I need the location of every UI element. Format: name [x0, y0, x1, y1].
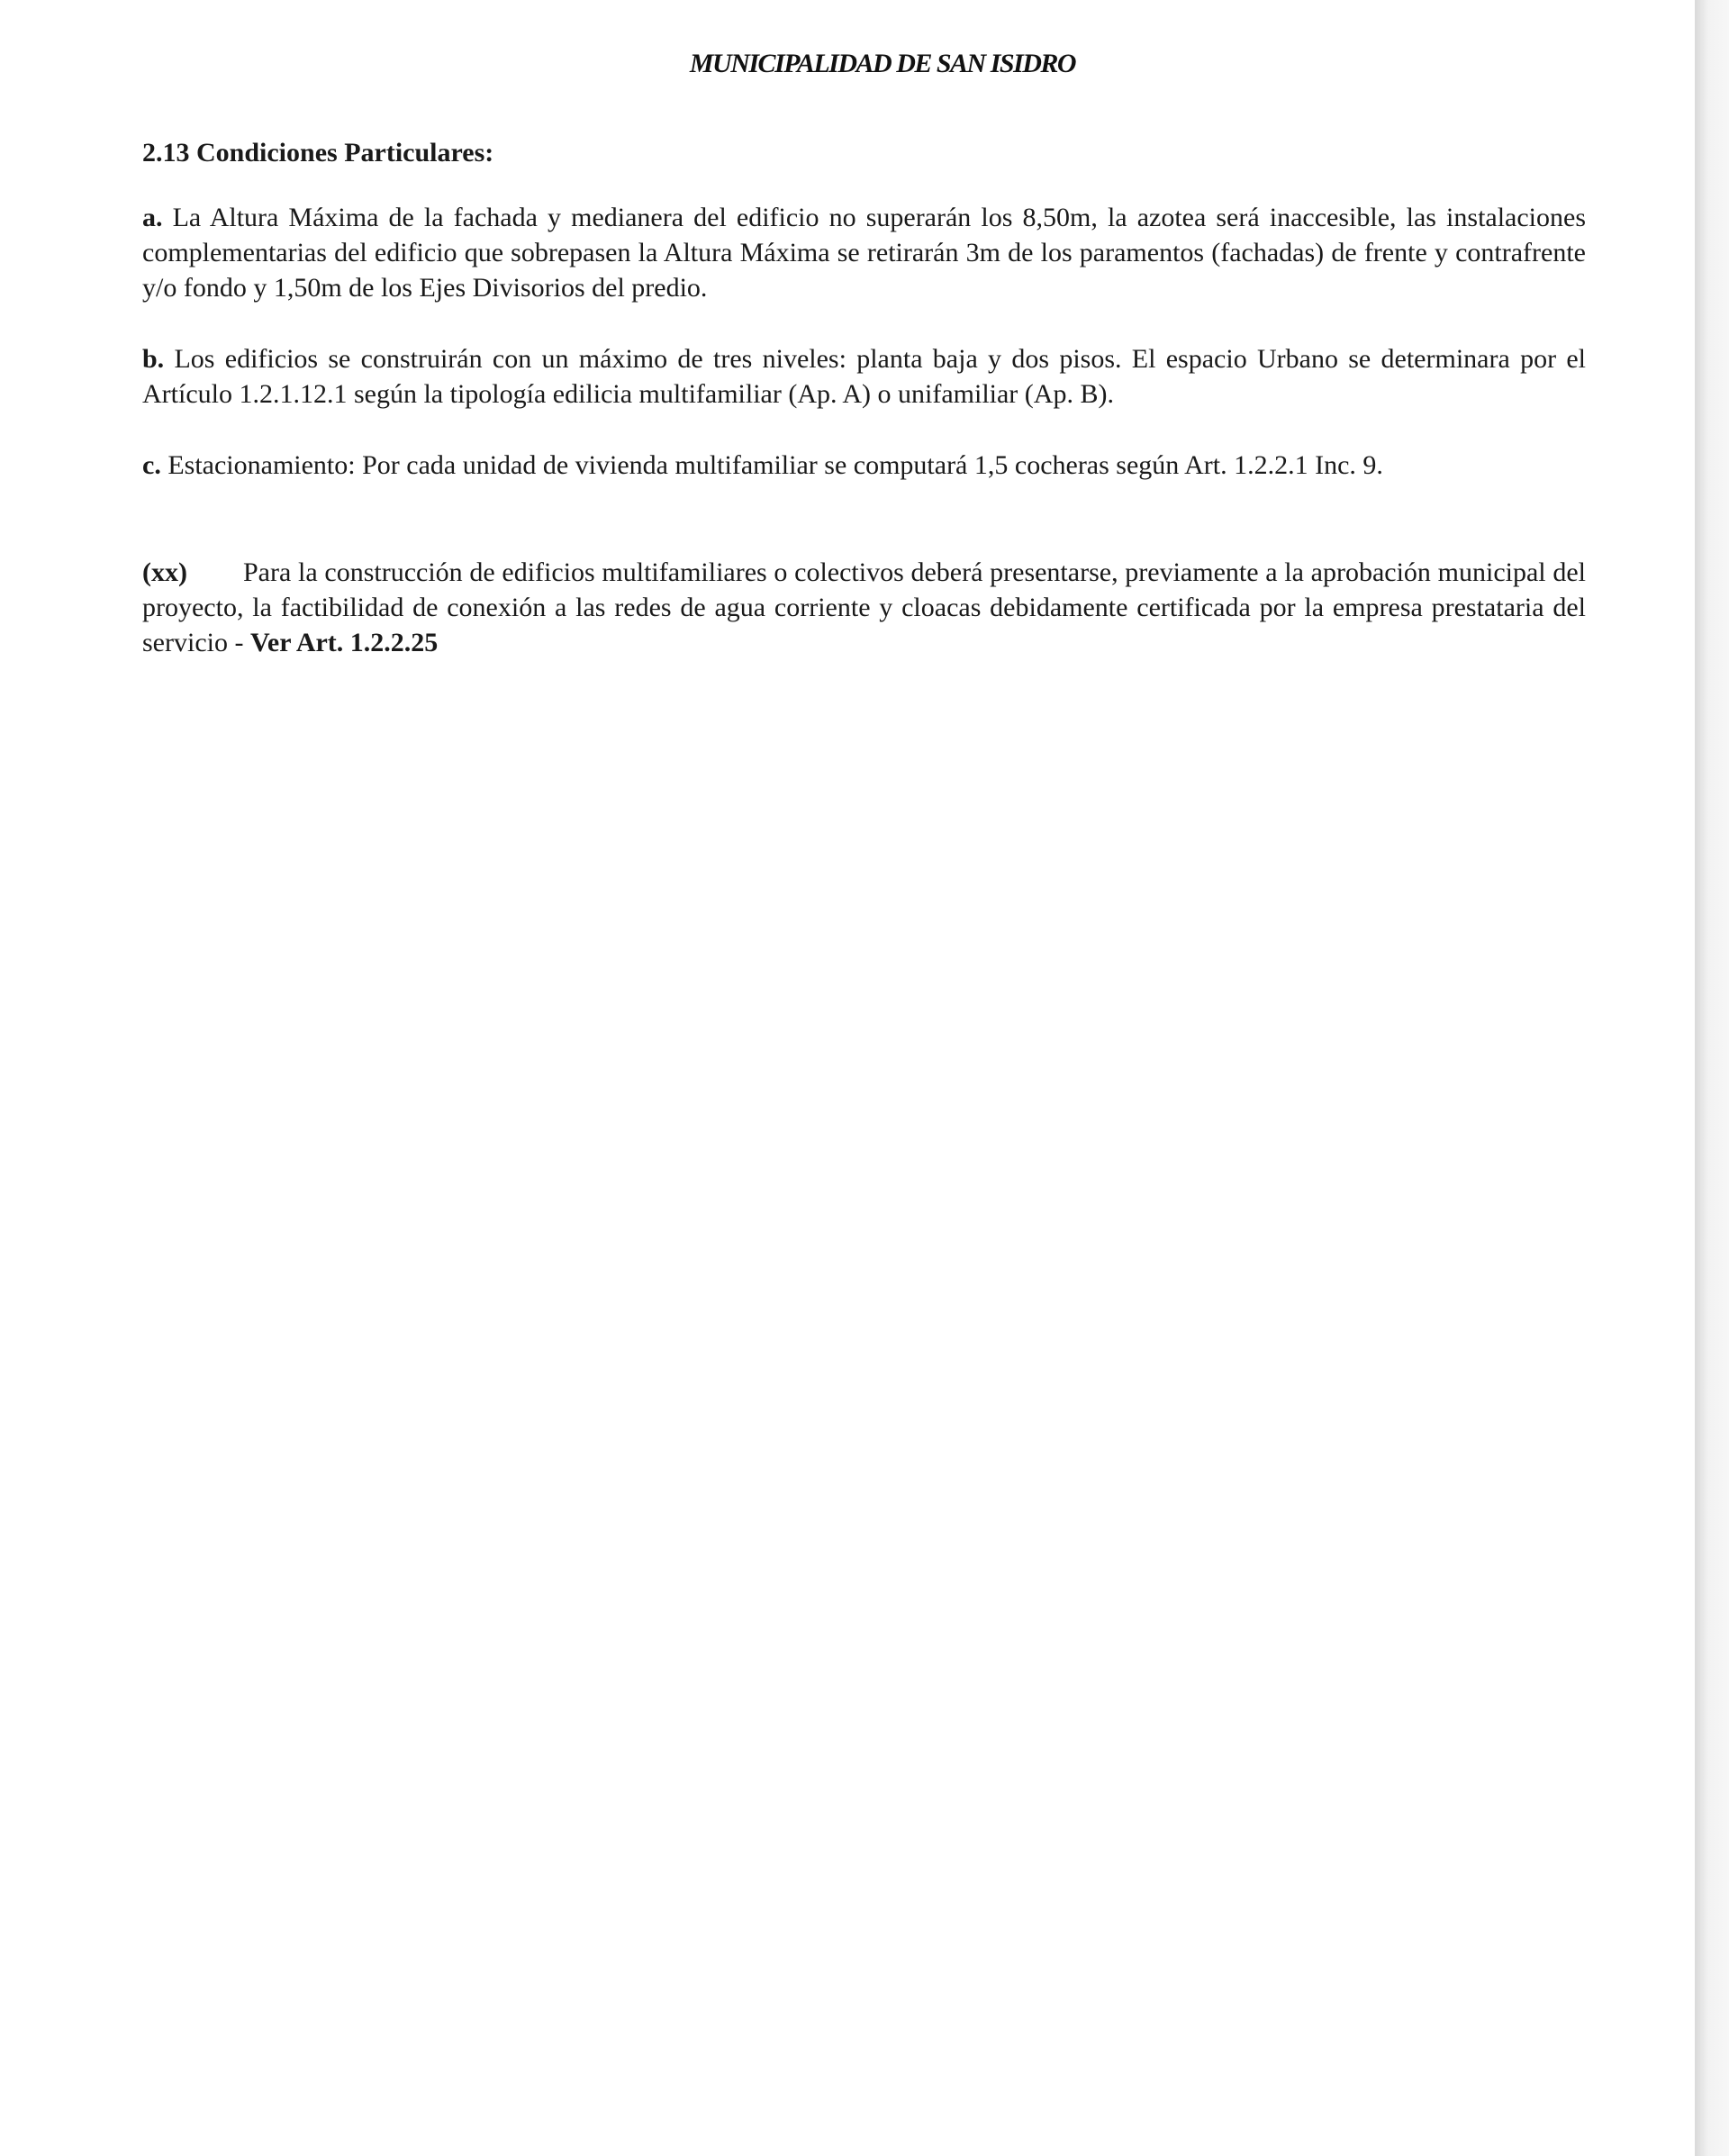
footnote-xx [142, 555, 1586, 660]
condition-item-b [142, 341, 1586, 412]
viewer-gutter [1695, 0, 1729, 2156]
item-marker: b. [142, 344, 165, 374]
item-text: La Altura Máxima de la fachada y medianera del edificio no superarán los 8,50m, la azotea será inaccesible, las instalaciones complementarias del edificio que sobrepasen la Altura Máxima se retirarán 3m de los paramentos (fachadas) de frente y contrafrente y/o fondo y 1,50m de los Ejes Divisorios del predio. [142, 203, 1587, 303]
note-reference: Ver Art. 1.2.2.25 [249, 628, 439, 657]
item-text: Los edificios se construirán con un máximo de tres niveles: planta baja y dos pisos. El espacio Urbano se determinara por el Artículo 1.2.1.12.1 según la tipología edilicia multifamiliar (Ap. A) o unifamiliar (Ap. B). [142, 344, 1586, 409]
item-text: Estacionamiento: Por cada unidad de vivienda multifamiliar se computará 1,5 cocheras según Art. 1.2.2.1 Inc. 9. [167, 450, 1383, 480]
document-body [142, 135, 1586, 696]
section-heading: 2.13 Condiciones Particulares: [142, 138, 494, 168]
item-marker: c. [142, 450, 161, 480]
document-title: MUNICIPALIDAD DE SAN ISIDRO [689, 49, 1076, 78]
item-marker: a. [142, 203, 163, 232]
condition-item-c [142, 448, 1586, 483]
note-marker: (xx) [142, 557, 187, 587]
note-text: Para la construcción de edificios multifamiliares o colectivos deberá presentarse, previamente a la aprobación municipal del proyecto, la factibilidad de conexión a las redes de agua corriente y cloacas debidamente certificada por la empresa prestataria del servicio - [142, 557, 1586, 657]
condition-item-a [142, 200, 1586, 305]
